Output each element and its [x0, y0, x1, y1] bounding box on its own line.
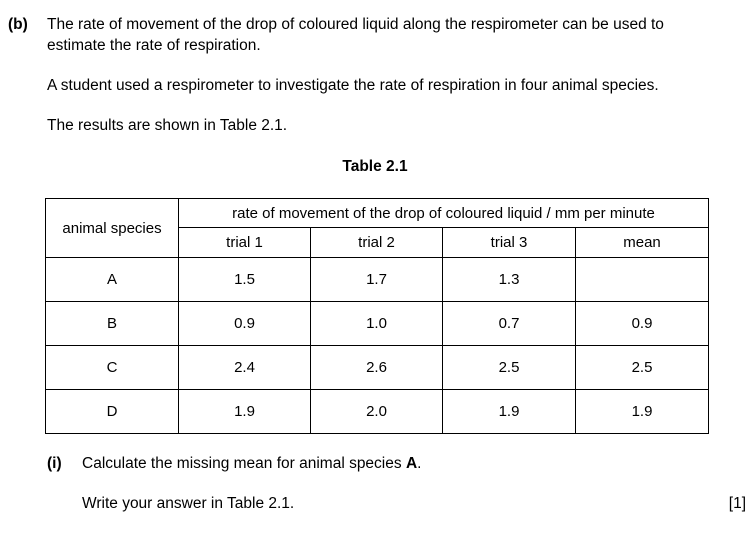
trial2-cell: 2.0 [311, 390, 443, 434]
question-paragraph-1: A student used a respirometer to investigate the rate of respiration in four animal species. [47, 77, 659, 94]
sub-question-text [82, 455, 421, 473]
trial1-cell: 0.9 [179, 302, 311, 346]
table-row [46, 390, 709, 434]
mean-cell: 0.9 [576, 302, 709, 346]
mean-cell: 2.5 [576, 346, 709, 390]
results-table [45, 198, 709, 434]
species-cell: C [46, 346, 179, 390]
table-caption: Table 2.1 [342, 158, 408, 175]
trial3-cell: 0.7 [443, 302, 576, 346]
trial3-cell: 2.5 [443, 346, 576, 390]
trial1-column-header: trial 1 [179, 228, 311, 258]
mean-answer-cell[interactable] [576, 258, 709, 302]
table-row [46, 346, 709, 390]
table-row [46, 258, 709, 302]
question-paragraph-2: The results are shown in Table 2.1. [47, 117, 288, 134]
question-text-line2: estimate the rate of respiration. [47, 37, 261, 54]
trial2-cell: 1.7 [311, 258, 443, 302]
species-cell: A [46, 258, 179, 302]
question-part-label: (b) [8, 16, 28, 33]
sub-question-text-prefix: Calculate the missing mean for animal species [82, 455, 406, 472]
species-cell: B [46, 302, 179, 346]
mean-cell: 1.9 [576, 390, 709, 434]
species-column-header: animal species [46, 199, 179, 258]
sub-question-label: (i) [47, 455, 62, 472]
trial1-cell: 1.9 [179, 390, 311, 434]
trial3-cell: 1.3 [443, 258, 576, 302]
table-row [46, 302, 709, 346]
trial2-cell: 1.0 [311, 302, 443, 346]
rate-group-header: rate of movement of the drop of coloured liquid / mm per minute [179, 199, 709, 228]
mean-column-header: mean [576, 228, 709, 258]
table-header-row [46, 199, 709, 228]
sub-question-text-suffix: . [417, 455, 422, 472]
trial3-cell: 1.9 [443, 390, 576, 434]
trial2-column-header: trial 2 [311, 228, 443, 258]
question-text-line1: The rate of movement of the drop of coloured liquid along the respirometer can be used to [47, 16, 664, 33]
trial2-cell: 2.6 [311, 346, 443, 390]
trial1-cell: 2.4 [179, 346, 311, 390]
marks-allocation: [1] [728, 495, 746, 512]
sub-question-species-ref: A [405, 455, 418, 472]
trial1-cell: 1.5 [179, 258, 311, 302]
species-cell: D [46, 390, 179, 434]
trial3-column-header: trial 3 [443, 228, 576, 258]
answer-instruction: Write your answer in Table 2.1. [82, 495, 295, 512]
